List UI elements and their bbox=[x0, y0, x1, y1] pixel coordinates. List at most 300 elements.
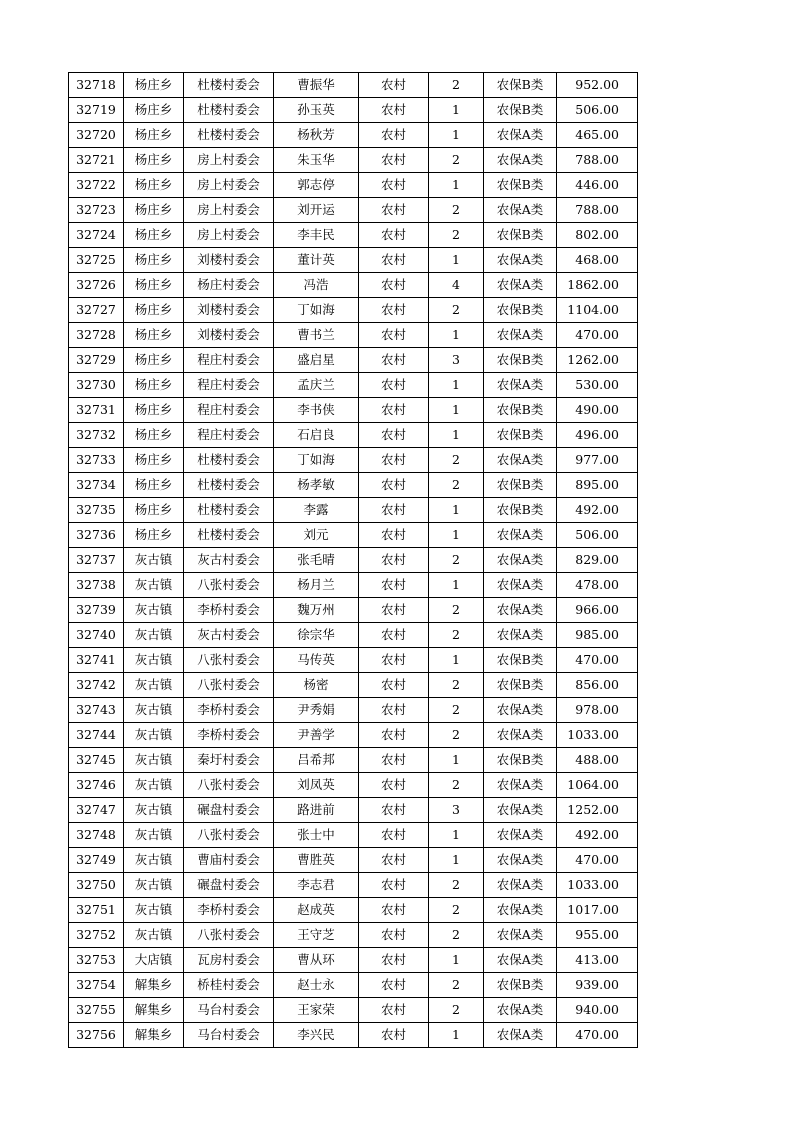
household-size-cell: 1 bbox=[429, 748, 484, 773]
area-type-cell: 农村 bbox=[359, 273, 429, 298]
insurance-category-cell: 农保A类 bbox=[484, 923, 557, 948]
township-cell: 杨庄乡 bbox=[124, 73, 184, 98]
township-cell: 灰古镇 bbox=[124, 623, 184, 648]
amount-cell: 496.00 bbox=[557, 423, 638, 448]
village-committee-cell: 碾盘村委会 bbox=[184, 798, 274, 823]
area-type-cell: 农村 bbox=[359, 973, 429, 998]
household-size-cell: 2 bbox=[429, 698, 484, 723]
area-type-cell: 农村 bbox=[359, 1023, 429, 1048]
table-row bbox=[69, 848, 638, 873]
village-committee-cell: 李桥村委会 bbox=[184, 723, 274, 748]
insurance-category-cell: 农保B类 bbox=[484, 398, 557, 423]
household-size-cell: 2 bbox=[429, 548, 484, 573]
insurance-category-cell: 农保B类 bbox=[484, 423, 557, 448]
amount-cell: 977.00 bbox=[557, 448, 638, 473]
insurance-category-cell: 农保B类 bbox=[484, 173, 557, 198]
township-cell: 灰古镇 bbox=[124, 648, 184, 673]
name-cell: 魏万州 bbox=[274, 598, 359, 623]
insurance-category-cell: 农保A类 bbox=[484, 273, 557, 298]
household-size-cell: 1 bbox=[429, 573, 484, 598]
area-type-cell: 农村 bbox=[359, 348, 429, 373]
insurance-category-cell: 农保A类 bbox=[484, 948, 557, 973]
area-type-cell: 农村 bbox=[359, 773, 429, 798]
household-size-cell: 2 bbox=[429, 973, 484, 998]
name-cell: 李露 bbox=[274, 498, 359, 523]
area-type-cell: 农村 bbox=[359, 798, 429, 823]
insurance-category-cell: 农保B类 bbox=[484, 473, 557, 498]
amount-cell: 506.00 bbox=[557, 98, 638, 123]
area-type-cell: 农村 bbox=[359, 698, 429, 723]
record-id-cell: 32747 bbox=[69, 798, 124, 823]
village-committee-cell: 桥桂村委会 bbox=[184, 973, 274, 998]
village-committee-cell: 灰古村委会 bbox=[184, 623, 274, 648]
village-committee-cell: 八张村委会 bbox=[184, 923, 274, 948]
table-row bbox=[69, 273, 638, 298]
record-id-cell: 32726 bbox=[69, 273, 124, 298]
insurance-category-cell: 农保A类 bbox=[484, 148, 557, 173]
household-size-cell: 1 bbox=[429, 373, 484, 398]
name-cell: 曹书兰 bbox=[274, 323, 359, 348]
area-type-cell: 农村 bbox=[359, 648, 429, 673]
township-cell: 杨庄乡 bbox=[124, 198, 184, 223]
amount-cell: 506.00 bbox=[557, 523, 638, 548]
village-committee-cell: 八张村委会 bbox=[184, 648, 274, 673]
household-size-cell: 1 bbox=[429, 323, 484, 348]
amount-cell: 788.00 bbox=[557, 148, 638, 173]
name-cell: 路进前 bbox=[274, 798, 359, 823]
area-type-cell: 农村 bbox=[359, 248, 429, 273]
table-row bbox=[69, 1023, 638, 1048]
table-row bbox=[69, 73, 638, 98]
township-cell: 杨庄乡 bbox=[124, 498, 184, 523]
name-cell: 杨孝敏 bbox=[274, 473, 359, 498]
township-cell: 灰古镇 bbox=[124, 773, 184, 798]
household-size-cell: 1 bbox=[429, 248, 484, 273]
village-committee-cell: 杜楼村委会 bbox=[184, 473, 274, 498]
table-row bbox=[69, 423, 638, 448]
amount-cell: 1862.00 bbox=[557, 273, 638, 298]
record-id-cell: 32730 bbox=[69, 373, 124, 398]
township-cell: 灰古镇 bbox=[124, 673, 184, 698]
household-size-cell: 2 bbox=[429, 473, 484, 498]
table-row bbox=[69, 473, 638, 498]
name-cell: 杨月兰 bbox=[274, 573, 359, 598]
village-committee-cell: 杨庄村委会 bbox=[184, 273, 274, 298]
amount-cell: 940.00 bbox=[557, 998, 638, 1023]
amount-cell: 470.00 bbox=[557, 648, 638, 673]
insurance-category-cell: 农保B类 bbox=[484, 648, 557, 673]
area-type-cell: 农村 bbox=[359, 548, 429, 573]
area-type-cell: 农村 bbox=[359, 823, 429, 848]
area-type-cell: 农村 bbox=[359, 148, 429, 173]
household-size-cell: 1 bbox=[429, 1023, 484, 1048]
name-cell: 赵士永 bbox=[274, 973, 359, 998]
household-size-cell: 2 bbox=[429, 148, 484, 173]
insurance-category-cell: 农保A类 bbox=[484, 248, 557, 273]
name-cell: 李丰民 bbox=[274, 223, 359, 248]
table-row bbox=[69, 723, 638, 748]
insurance-category-cell: 农保B类 bbox=[484, 498, 557, 523]
record-id-cell: 32740 bbox=[69, 623, 124, 648]
household-size-cell: 2 bbox=[429, 773, 484, 798]
table-row bbox=[69, 373, 638, 398]
record-id-cell: 32725 bbox=[69, 248, 124, 273]
record-id-cell: 32739 bbox=[69, 598, 124, 623]
table-row bbox=[69, 398, 638, 423]
household-size-cell: 1 bbox=[429, 848, 484, 873]
area-type-cell: 农村 bbox=[359, 473, 429, 498]
insurance-category-cell: 农保B类 bbox=[484, 673, 557, 698]
village-committee-cell: 灰古村委会 bbox=[184, 548, 274, 573]
insurance-category-cell: 农保A类 bbox=[484, 698, 557, 723]
name-cell: 盛启星 bbox=[274, 348, 359, 373]
record-id-cell: 32752 bbox=[69, 923, 124, 948]
table-row bbox=[69, 573, 638, 598]
insurance-category-cell: 农保A类 bbox=[484, 1023, 557, 1048]
insurance-category-cell: 农保A类 bbox=[484, 848, 557, 873]
record-id-cell: 32742 bbox=[69, 673, 124, 698]
village-committee-cell: 八张村委会 bbox=[184, 773, 274, 798]
record-id-cell: 32755 bbox=[69, 998, 124, 1023]
township-cell: 灰古镇 bbox=[124, 698, 184, 723]
village-committee-cell: 马台村委会 bbox=[184, 1023, 274, 1048]
amount-cell: 1262.00 bbox=[557, 348, 638, 373]
insurance-category-cell: 农保A类 bbox=[484, 323, 557, 348]
area-type-cell: 农村 bbox=[359, 423, 429, 448]
insurance-category-cell: 农保B类 bbox=[484, 98, 557, 123]
record-id-cell: 32737 bbox=[69, 548, 124, 573]
record-id-cell: 32718 bbox=[69, 73, 124, 98]
record-id-cell: 32748 bbox=[69, 823, 124, 848]
table-row bbox=[69, 98, 638, 123]
insurance-category-cell: 农保B类 bbox=[484, 748, 557, 773]
name-cell: 李志君 bbox=[274, 873, 359, 898]
village-committee-cell: 程庄村委会 bbox=[184, 348, 274, 373]
area-type-cell: 农村 bbox=[359, 848, 429, 873]
record-id-cell: 32749 bbox=[69, 848, 124, 873]
area-type-cell: 农村 bbox=[359, 748, 429, 773]
township-cell: 杨庄乡 bbox=[124, 173, 184, 198]
table-row bbox=[69, 448, 638, 473]
record-id-cell: 32728 bbox=[69, 323, 124, 348]
amount-cell: 1252.00 bbox=[557, 798, 638, 823]
household-size-cell: 2 bbox=[429, 623, 484, 648]
table-row bbox=[69, 148, 638, 173]
name-cell: 马传英 bbox=[274, 648, 359, 673]
amount-cell: 470.00 bbox=[557, 1023, 638, 1048]
township-cell: 灰古镇 bbox=[124, 798, 184, 823]
amount-cell: 470.00 bbox=[557, 848, 638, 873]
township-cell: 杨庄乡 bbox=[124, 423, 184, 448]
name-cell: 董计英 bbox=[274, 248, 359, 273]
area-type-cell: 农村 bbox=[359, 323, 429, 348]
area-type-cell: 农村 bbox=[359, 523, 429, 548]
name-cell: 李书侠 bbox=[274, 398, 359, 423]
record-id-cell: 32735 bbox=[69, 498, 124, 523]
record-id-cell: 32721 bbox=[69, 148, 124, 173]
amount-cell: 1017.00 bbox=[557, 898, 638, 923]
township-cell: 灰古镇 bbox=[124, 823, 184, 848]
village-committee-cell: 八张村委会 bbox=[184, 823, 274, 848]
household-size-cell: 2 bbox=[429, 598, 484, 623]
amount-cell: 1104.00 bbox=[557, 298, 638, 323]
area-type-cell: 农村 bbox=[359, 898, 429, 923]
household-size-cell: 1 bbox=[429, 523, 484, 548]
insurance-category-cell: 农保A类 bbox=[484, 548, 557, 573]
village-committee-cell: 杜楼村委会 bbox=[184, 123, 274, 148]
name-cell: 尹善学 bbox=[274, 723, 359, 748]
household-size-cell: 2 bbox=[429, 223, 484, 248]
household-size-cell: 3 bbox=[429, 348, 484, 373]
table-row bbox=[69, 673, 638, 698]
area-type-cell: 农村 bbox=[359, 98, 429, 123]
insurance-category-cell: 农保B类 bbox=[484, 298, 557, 323]
table-row bbox=[69, 973, 638, 998]
township-cell: 杨庄乡 bbox=[124, 148, 184, 173]
area-type-cell: 农村 bbox=[359, 598, 429, 623]
table-row bbox=[69, 248, 638, 273]
record-id-cell: 32753 bbox=[69, 948, 124, 973]
name-cell: 冯浩 bbox=[274, 273, 359, 298]
name-cell: 曹振华 bbox=[274, 73, 359, 98]
area-type-cell: 农村 bbox=[359, 673, 429, 698]
table-row bbox=[69, 798, 638, 823]
area-type-cell: 农村 bbox=[359, 198, 429, 223]
table-row bbox=[69, 748, 638, 773]
table-row bbox=[69, 548, 638, 573]
record-id-cell: 32732 bbox=[69, 423, 124, 448]
village-committee-cell: 杜楼村委会 bbox=[184, 523, 274, 548]
household-size-cell: 2 bbox=[429, 998, 484, 1023]
table-row bbox=[69, 598, 638, 623]
table-row bbox=[69, 298, 638, 323]
table-row bbox=[69, 498, 638, 523]
area-type-cell: 农村 bbox=[359, 373, 429, 398]
table-row bbox=[69, 698, 638, 723]
amount-cell: 488.00 bbox=[557, 748, 638, 773]
name-cell: 张士中 bbox=[274, 823, 359, 848]
table-row bbox=[69, 648, 638, 673]
record-id-cell: 32723 bbox=[69, 198, 124, 223]
relief-roster-table bbox=[68, 72, 638, 1048]
insurance-category-cell: 农保A类 bbox=[484, 823, 557, 848]
village-committee-cell: 李桥村委会 bbox=[184, 898, 274, 923]
area-type-cell: 农村 bbox=[359, 723, 429, 748]
village-committee-cell: 刘楼村委会 bbox=[184, 298, 274, 323]
record-id-cell: 32746 bbox=[69, 773, 124, 798]
household-size-cell: 1 bbox=[429, 398, 484, 423]
insurance-category-cell: 农保A类 bbox=[484, 373, 557, 398]
table-row bbox=[69, 198, 638, 223]
name-cell: 郭志停 bbox=[274, 173, 359, 198]
household-size-cell: 1 bbox=[429, 948, 484, 973]
village-committee-cell: 刘楼村委会 bbox=[184, 323, 274, 348]
amount-cell: 1064.00 bbox=[557, 773, 638, 798]
table-row bbox=[69, 898, 638, 923]
township-cell: 杨庄乡 bbox=[124, 273, 184, 298]
household-size-cell: 3 bbox=[429, 798, 484, 823]
insurance-category-cell: 农保A类 bbox=[484, 723, 557, 748]
household-size-cell: 4 bbox=[429, 273, 484, 298]
record-id-cell: 32743 bbox=[69, 698, 124, 723]
name-cell: 刘开运 bbox=[274, 198, 359, 223]
area-type-cell: 农村 bbox=[359, 73, 429, 98]
insurance-category-cell: 农保A类 bbox=[484, 623, 557, 648]
township-cell: 杨庄乡 bbox=[124, 98, 184, 123]
record-id-cell: 32734 bbox=[69, 473, 124, 498]
name-cell: 孙玉英 bbox=[274, 98, 359, 123]
village-committee-cell: 杜楼村委会 bbox=[184, 98, 274, 123]
name-cell: 吕希邦 bbox=[274, 748, 359, 773]
township-cell: 杨庄乡 bbox=[124, 223, 184, 248]
amount-cell: 788.00 bbox=[557, 198, 638, 223]
township-cell: 灰古镇 bbox=[124, 548, 184, 573]
household-size-cell: 1 bbox=[429, 498, 484, 523]
amount-cell: 492.00 bbox=[557, 498, 638, 523]
township-cell: 灰古镇 bbox=[124, 573, 184, 598]
table-row bbox=[69, 623, 638, 648]
household-size-cell: 2 bbox=[429, 923, 484, 948]
township-cell: 灰古镇 bbox=[124, 598, 184, 623]
area-type-cell: 农村 bbox=[359, 448, 429, 473]
record-id-cell: 32751 bbox=[69, 898, 124, 923]
township-cell: 杨庄乡 bbox=[124, 448, 184, 473]
village-committee-cell: 瓦房村委会 bbox=[184, 948, 274, 973]
table-row bbox=[69, 873, 638, 898]
village-committee-cell: 程庄村委会 bbox=[184, 373, 274, 398]
area-type-cell: 农村 bbox=[359, 123, 429, 148]
village-committee-cell: 程庄村委会 bbox=[184, 398, 274, 423]
table-row bbox=[69, 348, 638, 373]
household-size-cell: 2 bbox=[429, 73, 484, 98]
area-type-cell: 农村 bbox=[359, 998, 429, 1023]
insurance-category-cell: 农保A类 bbox=[484, 898, 557, 923]
township-cell: 杨庄乡 bbox=[124, 373, 184, 398]
record-id-cell: 32745 bbox=[69, 748, 124, 773]
township-cell: 灰古镇 bbox=[124, 923, 184, 948]
table-row bbox=[69, 948, 638, 973]
name-cell: 丁如海 bbox=[274, 298, 359, 323]
household-size-cell: 2 bbox=[429, 298, 484, 323]
household-size-cell: 1 bbox=[429, 98, 484, 123]
area-type-cell: 农村 bbox=[359, 873, 429, 898]
amount-cell: 490.00 bbox=[557, 398, 638, 423]
township-cell: 解集乡 bbox=[124, 973, 184, 998]
village-committee-cell: 杜楼村委会 bbox=[184, 498, 274, 523]
township-cell: 杨庄乡 bbox=[124, 248, 184, 273]
village-committee-cell: 八张村委会 bbox=[184, 673, 274, 698]
record-id-cell: 32754 bbox=[69, 973, 124, 998]
table-row bbox=[69, 823, 638, 848]
amount-cell: 985.00 bbox=[557, 623, 638, 648]
village-committee-cell: 房上村委会 bbox=[184, 198, 274, 223]
village-committee-cell: 李桥村委会 bbox=[184, 698, 274, 723]
table-row bbox=[69, 773, 638, 798]
table-row bbox=[69, 173, 638, 198]
amount-cell: 1033.00 bbox=[557, 723, 638, 748]
household-size-cell: 2 bbox=[429, 873, 484, 898]
record-id-cell: 32719 bbox=[69, 98, 124, 123]
village-committee-cell: 刘楼村委会 bbox=[184, 248, 274, 273]
area-type-cell: 农村 bbox=[359, 948, 429, 973]
township-cell: 灰古镇 bbox=[124, 873, 184, 898]
insurance-category-cell: 农保B类 bbox=[484, 348, 557, 373]
township-cell: 杨庄乡 bbox=[124, 398, 184, 423]
area-type-cell: 农村 bbox=[359, 298, 429, 323]
township-cell: 杨庄乡 bbox=[124, 298, 184, 323]
amount-cell: 802.00 bbox=[557, 223, 638, 248]
insurance-category-cell: 农保A类 bbox=[484, 573, 557, 598]
village-committee-cell: 碾盘村委会 bbox=[184, 873, 274, 898]
amount-cell: 966.00 bbox=[557, 598, 638, 623]
name-cell: 孟庆兰 bbox=[274, 373, 359, 398]
name-cell: 杨秋芳 bbox=[274, 123, 359, 148]
insurance-category-cell: 农保A类 bbox=[484, 873, 557, 898]
record-id-cell: 32720 bbox=[69, 123, 124, 148]
name-cell: 李兴民 bbox=[274, 1023, 359, 1048]
record-id-cell: 32731 bbox=[69, 398, 124, 423]
name-cell: 朱玉华 bbox=[274, 148, 359, 173]
village-committee-cell: 程庄村委会 bbox=[184, 423, 274, 448]
household-size-cell: 2 bbox=[429, 448, 484, 473]
area-type-cell: 农村 bbox=[359, 498, 429, 523]
record-id-cell: 32736 bbox=[69, 523, 124, 548]
table-row bbox=[69, 523, 638, 548]
township-cell: 杨庄乡 bbox=[124, 473, 184, 498]
amount-cell: 446.00 bbox=[557, 173, 638, 198]
insurance-category-cell: 农保A类 bbox=[484, 448, 557, 473]
village-committee-cell: 房上村委会 bbox=[184, 223, 274, 248]
household-size-cell: 1 bbox=[429, 648, 484, 673]
village-committee-cell: 李桥村委会 bbox=[184, 598, 274, 623]
name-cell: 尹秀娟 bbox=[274, 698, 359, 723]
insurance-category-cell: 农保A类 bbox=[484, 798, 557, 823]
household-size-cell: 2 bbox=[429, 673, 484, 698]
area-type-cell: 农村 bbox=[359, 573, 429, 598]
township-cell: 杨庄乡 bbox=[124, 323, 184, 348]
township-cell: 杨庄乡 bbox=[124, 123, 184, 148]
insurance-category-cell: 农保A类 bbox=[484, 123, 557, 148]
household-size-cell: 2 bbox=[429, 898, 484, 923]
amount-cell: 978.00 bbox=[557, 698, 638, 723]
name-cell: 石启良 bbox=[274, 423, 359, 448]
township-cell: 解集乡 bbox=[124, 998, 184, 1023]
record-id-cell: 32741 bbox=[69, 648, 124, 673]
record-id-cell: 32727 bbox=[69, 298, 124, 323]
table-row bbox=[69, 223, 638, 248]
insurance-category-cell: 农保A类 bbox=[484, 523, 557, 548]
record-id-cell: 32729 bbox=[69, 348, 124, 373]
household-size-cell: 1 bbox=[429, 423, 484, 448]
insurance-category-cell: 农保B类 bbox=[484, 73, 557, 98]
record-id-cell: 32722 bbox=[69, 173, 124, 198]
name-cell: 曹从环 bbox=[274, 948, 359, 973]
township-cell: 大店镇 bbox=[124, 948, 184, 973]
insurance-category-cell: 农保B类 bbox=[484, 223, 557, 248]
record-id-cell: 32744 bbox=[69, 723, 124, 748]
area-type-cell: 农村 bbox=[359, 223, 429, 248]
amount-cell: 939.00 bbox=[557, 973, 638, 998]
amount-cell: 829.00 bbox=[557, 548, 638, 573]
area-type-cell: 农村 bbox=[359, 923, 429, 948]
record-id-cell: 32733 bbox=[69, 448, 124, 473]
township-cell: 杨庄乡 bbox=[124, 348, 184, 373]
township-cell: 灰古镇 bbox=[124, 898, 184, 923]
amount-cell: 465.00 bbox=[557, 123, 638, 148]
insurance-category-cell: 农保A类 bbox=[484, 773, 557, 798]
township-cell: 灰古镇 bbox=[124, 748, 184, 773]
household-size-cell: 1 bbox=[429, 823, 484, 848]
